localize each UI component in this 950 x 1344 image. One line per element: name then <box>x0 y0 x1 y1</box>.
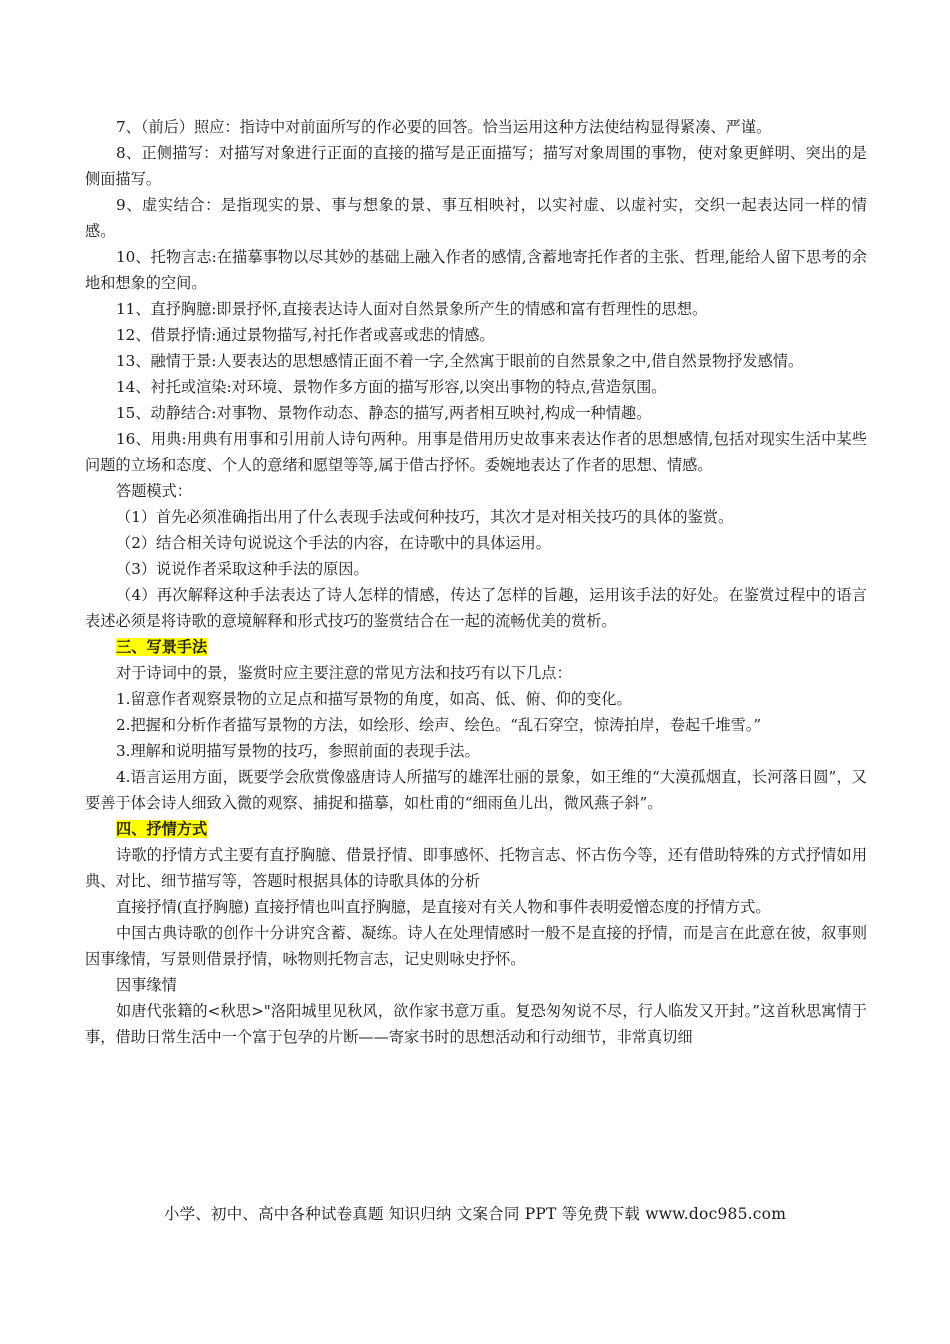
paragraph-10-tuowu: 10、托物言志:在描摹事物以尽其妙的基础上融入作者的感情,含蓄地寄托作者的主张、哲理,能给人留下思考的余地和想象的空间。 <box>85 248 867 292</box>
paragraph-12-jiejing: 12、借景抒情:通过景物描写,衬托作者或喜或悲的情感。 <box>116 326 495 344</box>
answer-step-3: （3）说说作者采取这种手法的原因。 <box>116 560 369 578</box>
paragraph-8-direct-indirect: 8、正侧描写：对描写对象进行正面的直接的描写是正面描写；描写对象周围的事物，使对象更鲜明、突出的是侧面描写。 <box>85 144 867 188</box>
lyric-classical: 中国古典诗歌的创作十分讲究含蓄、凝练。诗人在处理情感时一般不是直接的抒情，而是言在此意在彼，叙事则因事缘情，写景则借景抒情，咏物则托物言志，记史则咏史抒怀。 <box>85 924 867 968</box>
answer-mode-label: 答题模式： <box>116 482 192 500</box>
scenery-point-1: 1.留意作者观察景物的立足点和描写景物的角度，如高、低、俯、仰的变化。 <box>116 690 632 708</box>
lyric-example-qiusi: 如唐代张籍的<秋思>"洛阳城里见秋风，欲作家书意万重。复恐匆匆说不尽，行人临发又开封。”这首秋思寓情于事，借助日常生活中一个富于包孕的片断——寄家书时的思想活动和行动细节，非常真切细 <box>85 1002 867 1046</box>
answer-step-2: （2）结合相关诗句说说这个手法的内容，在诗歌中的具体运用。 <box>116 534 551 552</box>
paragraph-13-rongqing: 13、融情于景:人要表达的思想感情正面不着一字,全然寓于眼前的自然景象之中,借自然景物抒发感情。 <box>116 352 804 370</box>
answer-step-4: （4）再次解释这种手法表达了诗人怎样的情感，传达了怎样的旨趣，运用该手法的好处。在鉴赏过程中的语言表述必须是将诗歌的意境解释和形式技巧的鉴赏结合在一起的流畅优美的赏析。 <box>85 586 867 630</box>
scenery-point-4: 4.语言运用方面，既要学会欣赏像盛唐诗人所描写的雄浑壮丽的景象，如王维的“大漠孤烟直，长河落日圆”，又要善于体会诗人细致入微的观察、捕捉和描摹，如杜甫的“细雨鱼儿出，微风燕子斜”。 <box>85 768 867 812</box>
paragraph-14-chentuo: 14、衬托或渲染:对环境、景物作多方面的描写形容,以突出事物的特点,营造氛围。 <box>116 378 667 396</box>
page-footer: 小学、初中、高中各种试卷真题 知识归纳 文案合同 PPT 等免费下载 www.doc985.com <box>163 1205 787 1223</box>
section-heading-lyric <box>85 816 867 842</box>
scenery-point-3: 3.理解和说明描写景物的技巧，参照前面的表现手法。 <box>116 742 480 760</box>
heading-highlight: 四、抒情方式 <box>116 820 208 838</box>
scenery-intro: 对于诗词中的景，鉴赏时应主要注意的常见方法和技巧有以下几点： <box>116 664 572 682</box>
paragraph-16-yongdian: 16、用典:用典有用事和引用前人诗句两种。用事是借用历史故事来表达作者的思想感情,包括对现实生活中某些问题的立场和态度、个人的意绪和愿望等等,属于借古抒怀。委婉地表达了作者的思想、情感。 <box>85 430 867 474</box>
lyric-direct: 直接抒情(直抒胸臆) 直接抒情也叫直抒胸臆，是直接对有关人物和事件表明爱憎态度的抒情方式。 <box>116 898 771 916</box>
paragraph-15-dongjing: 15、动静结合:对事物、景物作动态、静态的描写,两者相互映衬,构成一种情趣。 <box>116 404 652 422</box>
document-body <box>85 114 867 1050</box>
heading-highlight: 三、写景手法 <box>116 638 208 656</box>
lyric-subheading-yinshi: 因事缘情 <box>116 976 177 994</box>
section-heading-scenery <box>85 634 867 660</box>
answer-step-1: （1）首先必须准确指出用了什么表现手法或何种技巧，其次才是对相关技巧的具体的鉴赏。 <box>116 508 734 526</box>
paragraph-7-echo: 7、（前后）照应：指诗中对前面所写的作必要的回答。恰当运用这种方法使结构显得紧凑、严谨。 <box>116 118 772 136</box>
lyric-intro: 诗歌的抒情方式主要有直抒胸臆、借景抒情、即事感怀、托物言志、怀古伤今等，还有借助特殊的方式抒情如用典、对比、细节描写等，答题时根据具体的诗歌具体的分析 <box>85 846 867 890</box>
paragraph-11-zhishu: 11、直抒胸臆:即景抒怀,直接表达诗人面对自然景象所产生的情感和富有哲理性的思想。 <box>116 300 708 318</box>
paragraph-9-virtual-real: 9、虚实结合：是指现实的景、事与想象的景、事互相映衬，以实衬虚、以虚衬实，交织一起表达同一样的情感。 <box>85 196 867 240</box>
scenery-point-2: 2.把握和分析作者描写景物的方法，如绘形、绘声、绘色。“乱石穿空，惊涛拍岸，卷起千堆雪。” <box>116 716 762 734</box>
